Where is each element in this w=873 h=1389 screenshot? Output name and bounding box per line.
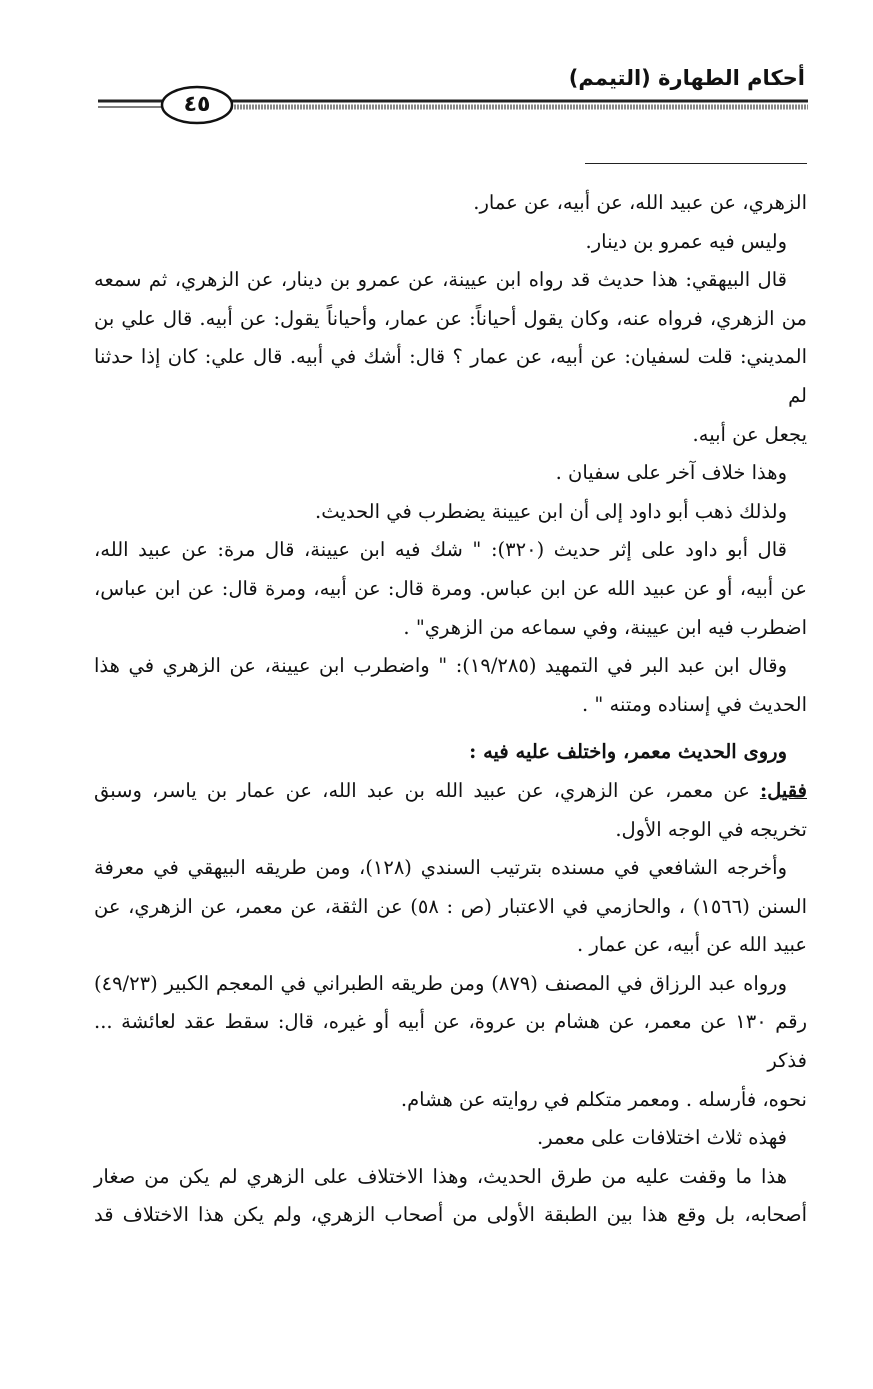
text-line [94,965,807,1004]
paragraph-p5 [94,493,807,532]
line-text: عن أبيه، أو عن عبيد الله عن ابن عباس. ومرة قال: عن أبيه، ومرة قال: عن ابن عباس، [94,576,807,600]
line-text: قال أبو داود على إثر حديث (٣٢٠): " شك فيه ابن عيينة، قال مرة: عن عبيد الله، [94,538,787,562]
line-text: اضطرب فيه ابن عيينة، وفي سماعه من الزهري" . [403,615,807,639]
text-line [94,300,807,339]
paragraph-p12 [94,1119,807,1158]
line-text: ولذلك ذهب أبو داود إلى أن ابن عيينة يضطرب في الحديث. [315,499,787,523]
header-rule [0,0,873,130]
line-text: نحوه، فأرسله . ومعمر متكلم في روايته عن هشام. [400,1087,807,1111]
text-line [94,647,807,686]
line-text: عن معمر، عن الزهري، عن عبيد الله بن عبد الله، عن عمار بن ياسر، وسبق [94,778,760,802]
paragraph-p3 [94,261,807,454]
running-header-title: أحكام الطهارة (التيمم) [568,66,805,90]
paragraph-p1 [94,184,807,223]
line-text: السنن (١٥٦٦) ، والحازمي في الاعتبار (ص : ٥٨) عن الثقة، عن معمر، عن الزهري، عن [94,894,807,918]
line-text: الحديث في إسناده ومتنه " . [581,692,807,716]
text-line [94,609,807,648]
line-text: قال البيهقي: هذا حديث قد رواه ابن عيينة، عن عمرو بن دينار، عن الزهري، ثم سمعه [94,268,787,292]
text-line [94,570,807,609]
text-line [94,1081,807,1120]
line-text: وأخرجه الشافعي في مسنده بترتيب السندي (١٢٨)، ومن طريقه البيهقي في معرفة [94,856,787,880]
text-line [94,454,807,493]
paragraph-p6 [94,531,807,647]
text-line [94,1003,807,1080]
line-text: أصحابه، بل وقع هذا بين الطبقة الأولى من أصحاب الزهري، ولم يكن هذا الاختلاف قد [94,1203,807,1227]
paragraph-p11 [94,965,807,1119]
separator-line [585,163,807,164]
paragraph-p7 [94,647,807,724]
line-text: تخريجه في الوجه الأول. [615,817,807,841]
text-line [94,926,807,965]
text-line [94,686,807,725]
text-line [94,416,807,455]
paragraph-p4 [94,454,807,493]
text-line [94,1119,807,1158]
paragraph-p13 [94,1158,807,1235]
line-text: وروى الحديث معمر، واختلف عليه فيه : [469,740,787,764]
line-text: المديني: قلت لسفيان: عن أبيه، عن عمار ؟ قال: أشك في أبيه. قال علي: كان إذا حدثنا لم [94,345,807,407]
text-line [94,338,807,415]
text-line [94,261,807,300]
page-number: ٤٥ [183,92,211,117]
line-text: هذا ما وقفت عليه من طرق الحديث، وهذا الاختلاف على الزهري لم يكن من صغار [94,1164,787,1188]
paragraph-p9 [94,772,807,849]
line-text: من الزهري، فرواه عنه، وكان يقول أحياناً: عن عمار، وأحياناً يقول: عن أبيه. قال علي بن [94,306,807,330]
line-text: الزهري، عن عبيد الله، عن أبيه، عن عمار. [473,191,807,214]
text-line [94,733,807,772]
line-text: ورواه عبد الرزاق في المصنف (٨٧٩) ومن طريقه الطبراني في المعجم الكبير (٤٩/٢٣) [94,971,787,995]
text-line [94,223,807,262]
line-text: وهذا خلاف آخر على سفيان . [555,461,787,485]
text-line [94,772,807,811]
line-text: وقال ابن عبد البر في التمهيد (١٩/٢٨٥): " واضطرب ابن عيينة، عن الزهري في هذا [94,654,787,678]
text-line [94,184,807,223]
text-line [94,849,807,888]
line-text: رقم ١٣٠ عن معمر، عن هشام بن عروة، عن أبيه أو غيره، قال: سقط عقد لعائشة ... فذكر [94,1010,807,1073]
text-line [94,1196,807,1235]
body-text [94,184,807,1235]
text-line [94,1158,807,1197]
paragraph-p2 [94,223,807,262]
text-line [94,811,807,850]
paragraph-p10 [94,849,807,965]
line-text: فهذه ثلاث اختلافات على معمر. [536,1126,787,1150]
text-line [94,493,807,532]
paragraph-p8 [94,733,807,772]
line-text: وليس فيه عمرو بن دينار. [585,229,787,253]
line-text: يجعل عن أبيه. [692,422,807,446]
line-text: عبيد الله عن أبيه، عن عمار . [576,933,807,957]
lead-word: فقيل: [759,778,807,802]
text-line [94,531,807,570]
text-line [94,888,807,927]
